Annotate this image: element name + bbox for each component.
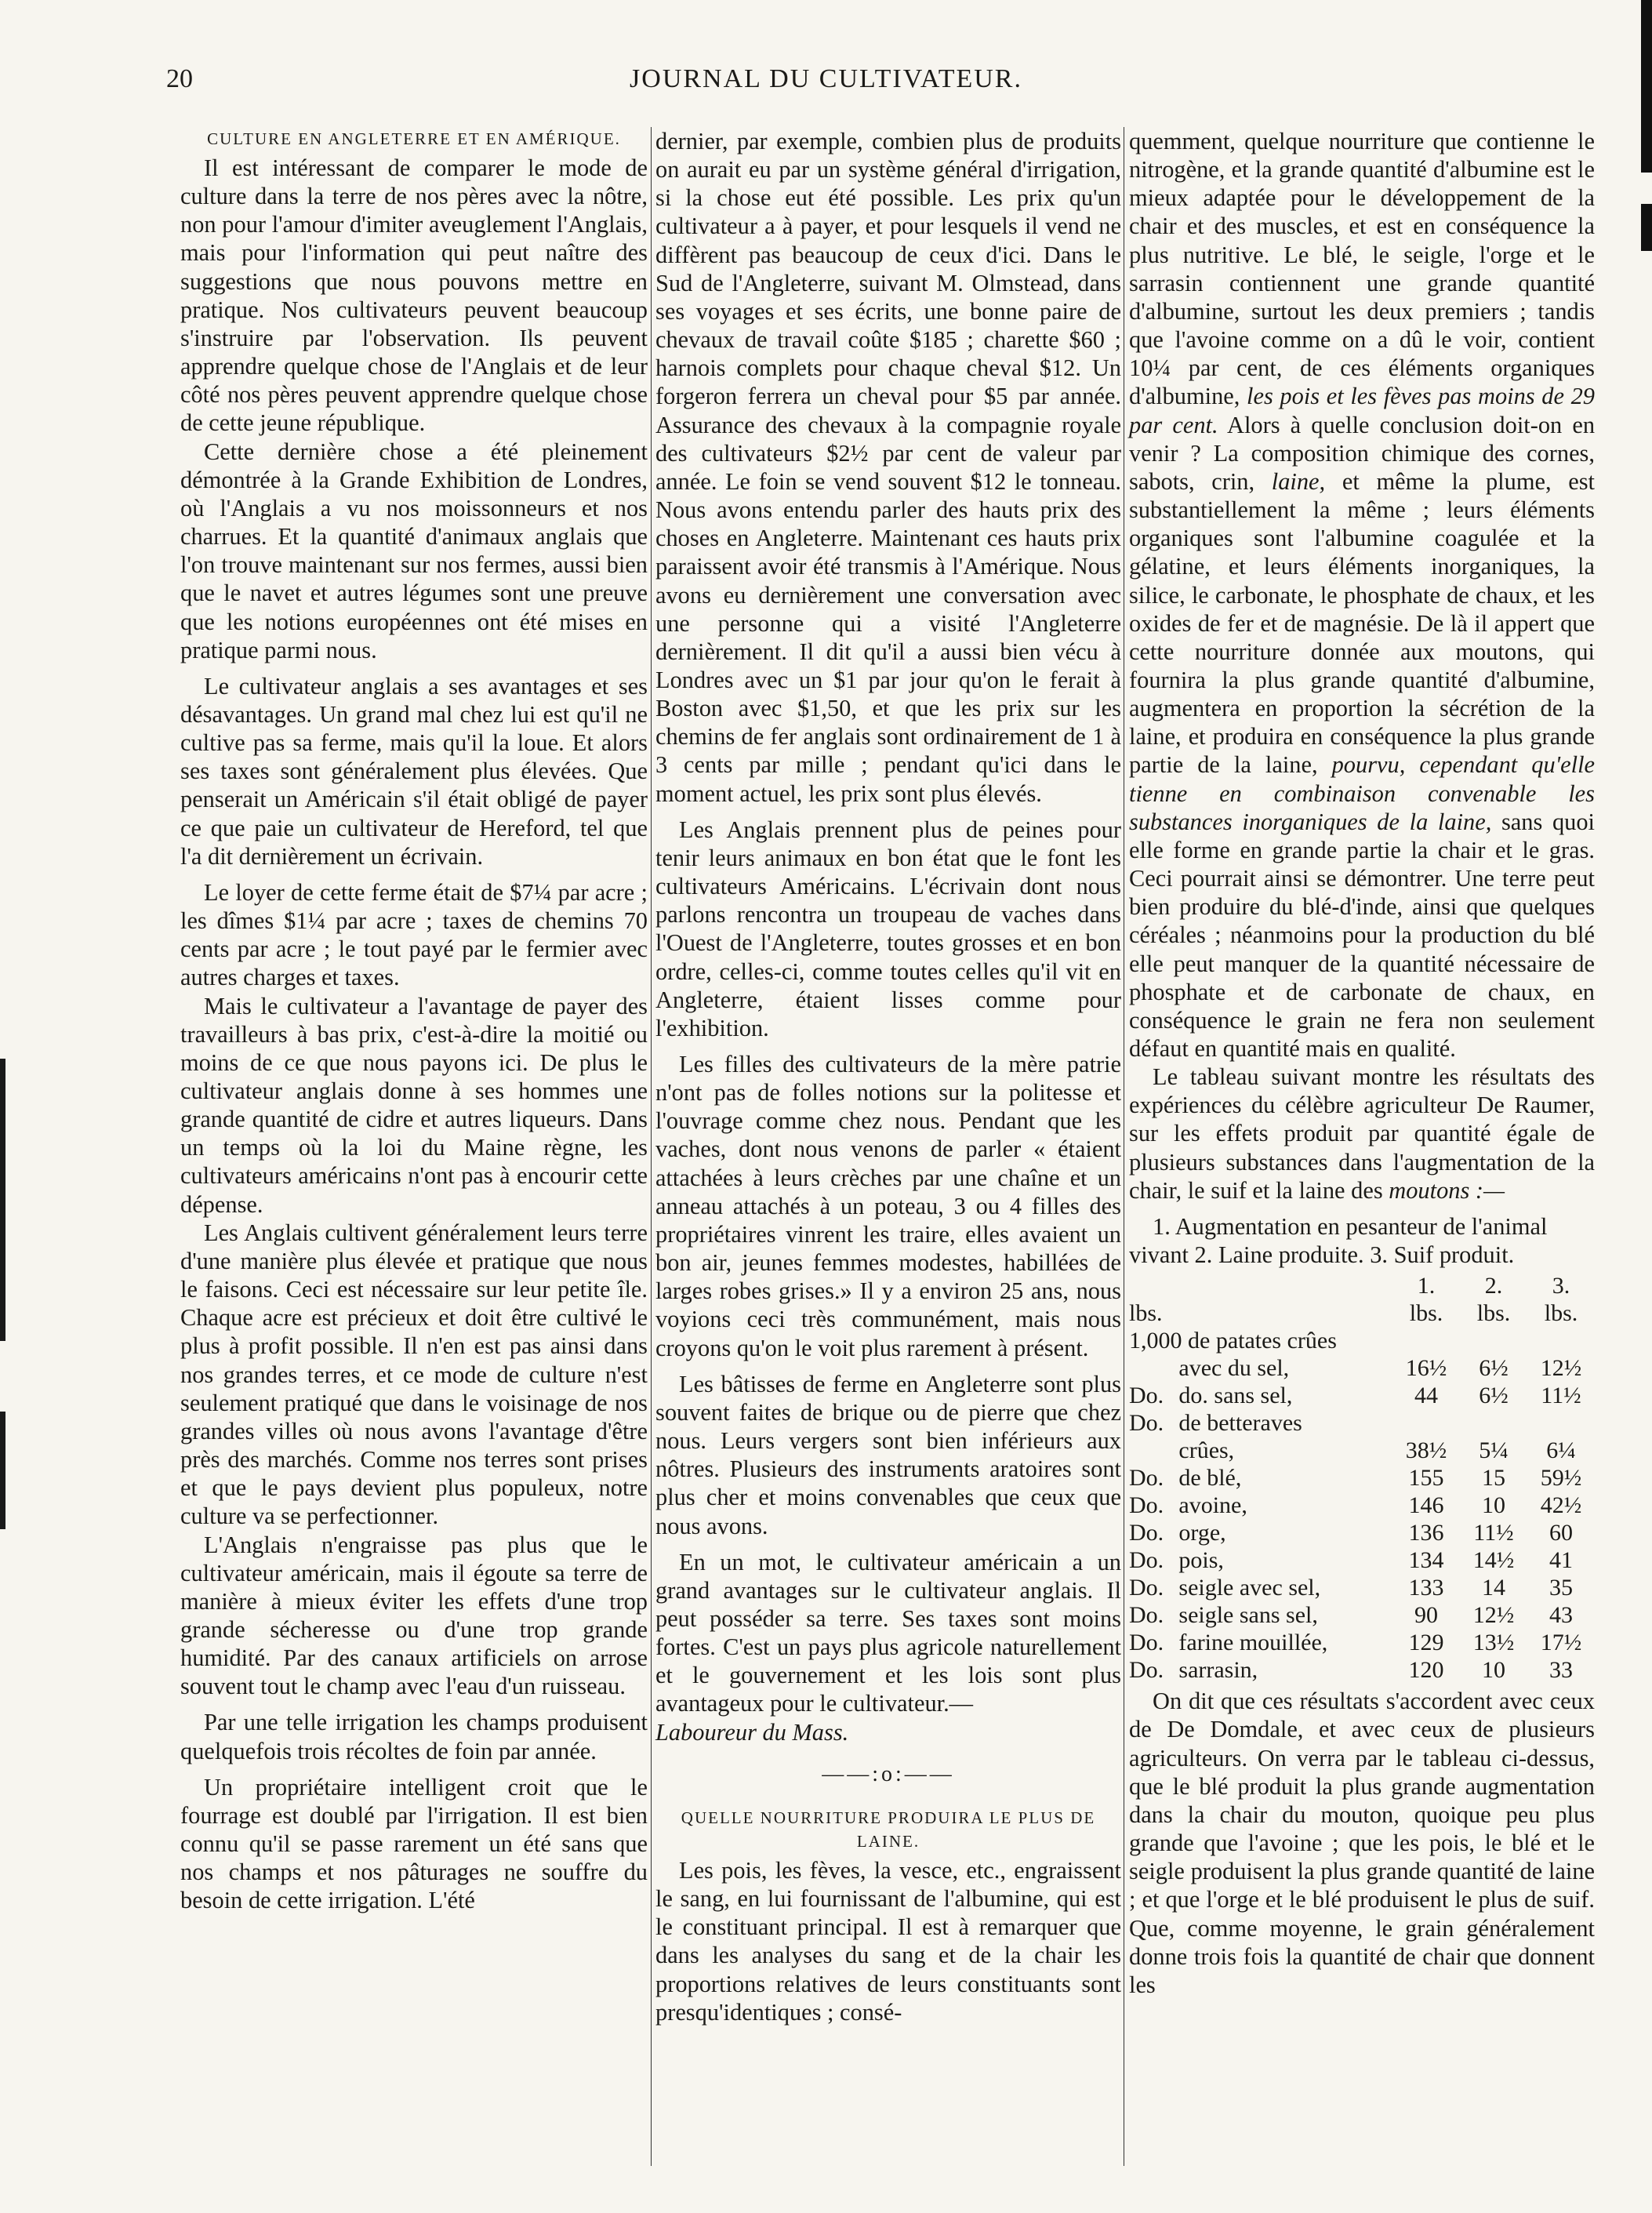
value-wool: 15 (1482, 1465, 1505, 1492)
row-prefix (1129, 1437, 1178, 1464)
value-tallow: 6¼ (1546, 1437, 1576, 1464)
table-row (1129, 1574, 1595, 1601)
value-weight-gain: 134 (1408, 1547, 1444, 1574)
row-label: avec du sel, (1178, 1355, 1290, 1382)
emphasis: laine, (1271, 467, 1326, 495)
paragraph: Alors à quelle conclusion doit-on en venir ? La composition chimique des cornes, sabots, crin, (1129, 411, 1596, 495)
column-number: 1. (1417, 1273, 1436, 1299)
value-wool: 14 (1482, 1575, 1505, 1601)
value-tallow: 35 (1549, 1575, 1573, 1601)
row-prefix: Do. (1129, 1465, 1164, 1492)
paragraph: et même la plume, est substantiellement la même ; leurs éléments organiques sont l'albumine coagulée et la gélatine, et leurs éléments inorganiques, la silice, le carbonate, le phosphate de chaux, et les oxides de fer et de magnésie. De là il appert que cette nourriture donnée aux moutons, qui fournira la plus grande quantité d'albumine, augmentera en proportion la sécrétion de la laine, et produira en conséquence la plus grande partie de la laine, (1129, 467, 1595, 779)
table-legend: vivant 2. Laine produite. 3. Suif produit. (1129, 1241, 1515, 1269)
value-tallow: 59½ (1540, 1465, 1582, 1492)
group-label: 1,000 de patates crûes (1129, 1328, 1337, 1354)
paragraph: Les pois, les fèves, la vesce, etc., engraissent le sang, en lui fournissant de l'albumine, qui est le constituant principal. Il est à remarquer que dans les analyses du sang et de la chair les proportions relatives de leurs constituants sont presqu'identiques ; consé- (655, 1856, 1121, 2026)
value-weight-gain: 38½ (1405, 1437, 1447, 1464)
value-tallow: 17½ (1540, 1630, 1582, 1656)
row-prefix: Do. (1129, 1547, 1164, 1574)
paragraph: Les Anglais prennent plus de peines pour tenir leurs animaux en bon état que le font les cultivateurs Américains. L'écrivain dont nous parlons rencontra un troupeau de vaches dans l'Ouest de l'Angleterre, toutes grosses et en bon ordre, celles-ci, comme toutes celles qu'il vit en Angleterre, étaient lisses comme pour l'exhibition. (655, 816, 1121, 1041)
value-wool: 10 (1482, 1657, 1505, 1684)
table-row (1129, 1546, 1595, 1574)
row-label: farine mouillée, (1178, 1630, 1328, 1656)
page-number: 20 (166, 64, 193, 93)
table-row (1129, 1327, 1595, 1354)
row-prefix: Do. (1129, 1383, 1164, 1409)
paragraph: Les bâtisses de ferme en Angleterre sont plus souvent faites de brique ou de pierre que chez nous. Leurs vergers sont bien inférieurs aux nôtres. Plusieurs des instruments aratoires sont plus cher et moins convenables que ceux que nous avons. (655, 1370, 1121, 1539)
paragraph: Le loyer de cette ferme était de $7¼ par acre ; les dîmes $1¼ par acre ; taxes de chemins 70 cents par acre ; le tout payé par le fermier avec autres charges et taxes. (180, 878, 648, 991)
paragraph: Mais le cultivateur a l'avantage de payer des travailleurs à bas prix, c'est-à-dire la moitié ou moins de ce que nous payons ici. De plus le cultivateur anglais donne à ses hommes une grande quantité de cidre et autres liqueurs. Dans un temps où la loi du Maine règne, les cultivateurs américains n'ont pas à encourir cette dépense. (180, 992, 648, 1218)
value-weight-gain: 136 (1408, 1520, 1444, 1546)
value-wool: 5¼ (1479, 1437, 1509, 1464)
paragraph: Il est intéressant de comparer le mode de culture dans la terre de nos pères avec la nôtre, non pour l'amour d'imiter aveuglement l'Anglais, mais pour l'information qui peut naître des suggestions que nous pouvons mettre en pratique. Nos cultivateurs peuvent beaucoup s'instruire par l'observation. Ils peuvent apprendre quelque chose de l'Anglais et de leur côté nos pères peuvent apprendre quelque chose de cette jeune république. (180, 154, 648, 437)
article-source: Laboureur du Mass. (655, 1718, 849, 1746)
unit-cell: lbs. (1409, 1300, 1443, 1327)
value-wool: 11½ (1473, 1520, 1514, 1546)
unit-cell: lbs. (1544, 1300, 1578, 1327)
row-label: crûes, (1178, 1437, 1235, 1464)
column-1 (180, 127, 648, 1915)
table-row (1129, 1519, 1595, 1546)
value-tallow: 41 (1549, 1547, 1573, 1574)
table-row (1129, 1629, 1595, 1656)
value-weight-gain: 90 (1414, 1602, 1438, 1629)
running-title: JOURNAL DU CULTIVATEUR. (630, 64, 1022, 93)
row-prefix: Do. (1129, 1520, 1164, 1546)
column-2 (655, 127, 1121, 2026)
value-weight-gain: 16½ (1405, 1355, 1447, 1382)
table-row (1129, 1354, 1595, 1382)
row-label: seigle avec sel, (1178, 1575, 1321, 1601)
paragraph: En un mot, le cultivateur américain a un grand avantages sur le cultivateur anglais. Il peut posséder sa terre. Ses taxes sont moins fortes. C'est un pays plus agricole naturellement et le gouvernement et les lois sont plus avantageux pour le cultivateur.— (655, 1548, 1121, 1717)
table-row (1129, 1464, 1595, 1492)
paragraph: quemment, quelque nourriture que contienne le nitrogène, et la grande quantité d'albumine est le mieux adaptée pour le développement de la chair et des muscles, et est en conséquence la plus nutritive. Le blé, le seigle, l'orge et le sarrasin contiennent une grande quantité d'albumine, surtout les deux premiers ; tandis que l'avoine comme on a dû le voir, contient 10¼ par cent, de ces éléments organiques d'albumine, (1129, 128, 1595, 410)
value-wool (1460, 1409, 1527, 1437)
paragraph: sans quoi elle forme en grande partie la chair et le gras. Ceci pourrait ainsi se démontrer. Une terre peut bien produire du blé-d'inde, ainsi que quelques céréales ; néanmoins pour la production du blé elle peut manquer de la quantité nécessaire de phosphate et de carbonate de chaux, en conséquence le grain ne fera non seulement défaut en quantité mais en qualité. (1129, 808, 1595, 1062)
row-prefix: Do. (1129, 1602, 1164, 1629)
value-tallow: 42½ (1540, 1492, 1582, 1519)
value-weight-gain: 44 (1414, 1383, 1438, 1409)
column-rule (651, 127, 652, 2166)
row-label: avoine, (1178, 1492, 1247, 1519)
paragraph: Par une telle irrigation les champs produisent quelquefois trois récoltes de foin par année. (180, 1709, 648, 1764)
value-wool: 14½ (1472, 1547, 1515, 1574)
page-edge-mark (1641, 204, 1652, 251)
paragraph: L'Anglais n'engraisse pas plus que le cultivateur américain, mais il égoute sa terre de manière à mieux éviter les effets d'une trop grande sécheresse ou d'une trop grande humidité. Par des canaux artificiels on arrose souvent tout le champ avec l'eau d'un ruisseau. (180, 1531, 648, 1700)
table-row (1129, 1382, 1595, 1409)
table-legend: 1. Augmentation en pesanteur de l'animal (1153, 1212, 1548, 1240)
binding-shadow (0, 1412, 5, 1529)
value-wool: 13½ (1472, 1630, 1515, 1656)
row-label: de blé, (1178, 1465, 1242, 1492)
unit-cell: lbs. (1476, 1300, 1511, 1327)
row-prefix: Do. (1129, 1410, 1164, 1437)
row-label: sarrasin, (1178, 1657, 1258, 1684)
row-prefix: Do. (1129, 1575, 1164, 1601)
row-label: seigle sans sel, (1178, 1602, 1318, 1629)
emphasis: pourvu, cependant qu'elle tienne en combinaison convenable les substances inorganiques de la laine, (1129, 751, 1596, 835)
row-label: do. sans sel, (1178, 1383, 1293, 1409)
table-header-row (1129, 1272, 1595, 1299)
table-row (1129, 1437, 1595, 1464)
row-label: orge, (1178, 1520, 1226, 1546)
table-row (1129, 1492, 1595, 1519)
value-weight-gain: 146 (1408, 1492, 1444, 1519)
value-wool: 6½ (1479, 1355, 1509, 1382)
value-tallow (1527, 1409, 1595, 1437)
paragraph: Les filles des cultivateurs de la mère patrie n'ont pas de folles notions sur la politesse et l'ouvrage comme chez nous. Pendant que les vaches, dont nous venons de parler « étaient attachées à leurs crèches par une chaîne et un anneau attachés à un poteau, 3 ou 4 filles des propriétaires vinrent les traire, elles avaient un bon air, jeunes femmes modestes, habillées de larges robes grises.» Il y a environ 25 ans, nous voyions ceci très communément, mais nous croyons qu'on le voit plus rarement à présent. (655, 1051, 1121, 1361)
results-table (1129, 1272, 1595, 1684)
value-tallow: 33 (1549, 1657, 1573, 1684)
value-wool: 10 (1482, 1492, 1505, 1519)
binding-shadow (0, 1059, 5, 1341)
table-row (1129, 1656, 1595, 1684)
row-prefix: Do. (1129, 1492, 1164, 1519)
value-wool: 12½ (1472, 1602, 1515, 1629)
column-number: 3. (1552, 1273, 1570, 1299)
row-label: de betteraves (1178, 1410, 1302, 1437)
unit-label: lbs. (1129, 1300, 1163, 1327)
table-row (1129, 1601, 1595, 1629)
paragraph: On dit que ces résultats s'accordent avec ceux de De Domdale, et avec ceux de plusieurs agriculteurs. On verra par le tableau ci-dessus, que le blé produit la plus grande augmentation dans la chair du mouton, quoique peu plus grande que l'avoine ; que les pois, le blé et le seigle produisent la plus grande quantité de laine ; et que l'orge et le blé produisent le plus de suif. Que, comme moyenne, le grain généralement donne trois fois la quantité de chair que donnent les (1129, 1688, 1595, 1998)
table-row (1129, 1409, 1595, 1437)
row-prefix: Do. (1129, 1657, 1164, 1684)
value-weight-gain: 129 (1408, 1630, 1444, 1656)
paragraph: Les Anglais cultivent généralement leurs terre d'une manière plus élevée et pratique que nous le faisons. Ceci est nécessaire sur leur petite île. Chaque acre est précieux et doit être cultivé le plus à profit possible. Il n'en est pas ainsi dans nos grandes terres, et ce mode de culture n'est seulement pratiqué que dans le voisinage de nos grandes villes où nous avons l'avantage d'être près des marchés. Comme nos terres sont prises et que le pays devient plus populeux, notre culture va se perfectionner. (180, 1219, 648, 1530)
row-prefix: Do. (1129, 1630, 1164, 1656)
value-weight-gain (1392, 1409, 1460, 1437)
value-tallow: 11½ (1541, 1383, 1581, 1409)
value-weight-gain: 120 (1408, 1657, 1444, 1684)
value-tallow: 43 (1549, 1602, 1573, 1629)
column-3 (1129, 127, 1595, 1999)
article-title: QUELLE NOURRITURE PRODUIRA LE PLUS DE LAINE. (681, 1808, 1096, 1851)
table-units-row (1129, 1299, 1595, 1327)
paragraph: Le cultivateur anglais a ses avantages et ses désavantages. Un grand mal chez lui est qu'il ne cultive pas sa ferme, mais qu'il la loue. Et alors ses taxes sont généralement plus élevées. Que penserait un Américain s'il était obligé de payer ce que paie un cultivateur de Hereford, tel que l'a dit dernièrement un écrivain. (180, 672, 648, 870)
emphasis: moutons :— (1389, 1176, 1505, 1204)
value-weight-gain: 155 (1408, 1465, 1444, 1492)
row-label: pois, (1178, 1547, 1224, 1574)
column-number: 2. (1484, 1273, 1503, 1299)
section-divider: ——:o:—— (822, 1761, 955, 1786)
paragraph: Un propriétaire intelligent croit que le fourrage est doublé par l'irrigation. Il est bien connu qu'il se passe rarement un été sans que nos champs et nos pâturages ne souffre du besoin de cette irrigation. L'été (180, 1773, 648, 1914)
paragraph: Cette dernière chose a été pleinement démontrée à la Grande Exhibition de Londres, où l'Anglais a vu nos moissonneurs et nos charrues. Et la quantité d'animaux anglais que l'on trouve maintenant sur nos fermes, aussi bien que le navet et autres légumes sont une preuve que les notions européennes ont été mises en pratique parmi nous. (180, 438, 648, 663)
paragraph: Le tableau suivant montre les résultats des expériences du célèbre agriculteur De Raumer, sur les effets produit par quantité égale de plusieurs substances dans l'augmentation de la chair, le suif et la laine des (1129, 1063, 1595, 1204)
value-wool: 6½ (1479, 1383, 1509, 1409)
emphasis: les pois et les fèves pas moins de 29 par cent. (1129, 383, 1595, 438)
row-prefix (1129, 1354, 1178, 1382)
value-tallow: 12½ (1540, 1355, 1582, 1382)
value-weight-gain: 133 (1408, 1575, 1444, 1601)
value-tallow: 60 (1549, 1520, 1573, 1546)
paragraph: dernier, par exemple, combien plus de produits on aurait eu par un système général d'irrigation, si la chose eut été possible. Les prix qu'un cultivateur a à payer, et pour lesquels il vend ne diffèrent pas beaucoup de ceux d'ici. Dans le Sud de l'Angleterre, suivant M. Olmstead, dans ses voyages et ses écrits, une bonne paire de chevaux de travail coûte $185 ; charette $60 ; harnois complets pour chaque cheval $12. Un forgeron ferrera un cheval pour $5 par année. Assurance des chevaux à la compagnie royale des cultivateurs $2½ par cent de valeur par année. Le foin se vend souvent $12 le tonneau. Nous avons entendu parler des hauts prix des choses en Angleterre. Maintenant ces hauts prix paraissent avoir été transmis à l'Amérique. Nous avons eu dernièrement une conversation avec une personne qui a visité l'Angleterre dernièrement. Il dit qu'il a aussi bien vécu à Londres avec un $1 par jour qu'on le ferait à Boston avec $1,50, et que les prix sur les chemins de fer anglais sont ordinairement de 1 à 3 cents par mille ; pendant qu'ici dans le moment actuel, les prix sont plus élevés. (655, 128, 1121, 807)
article-title: CULTURE EN ANGLETERRE ET EN AMÉRIQUE. (207, 129, 621, 148)
